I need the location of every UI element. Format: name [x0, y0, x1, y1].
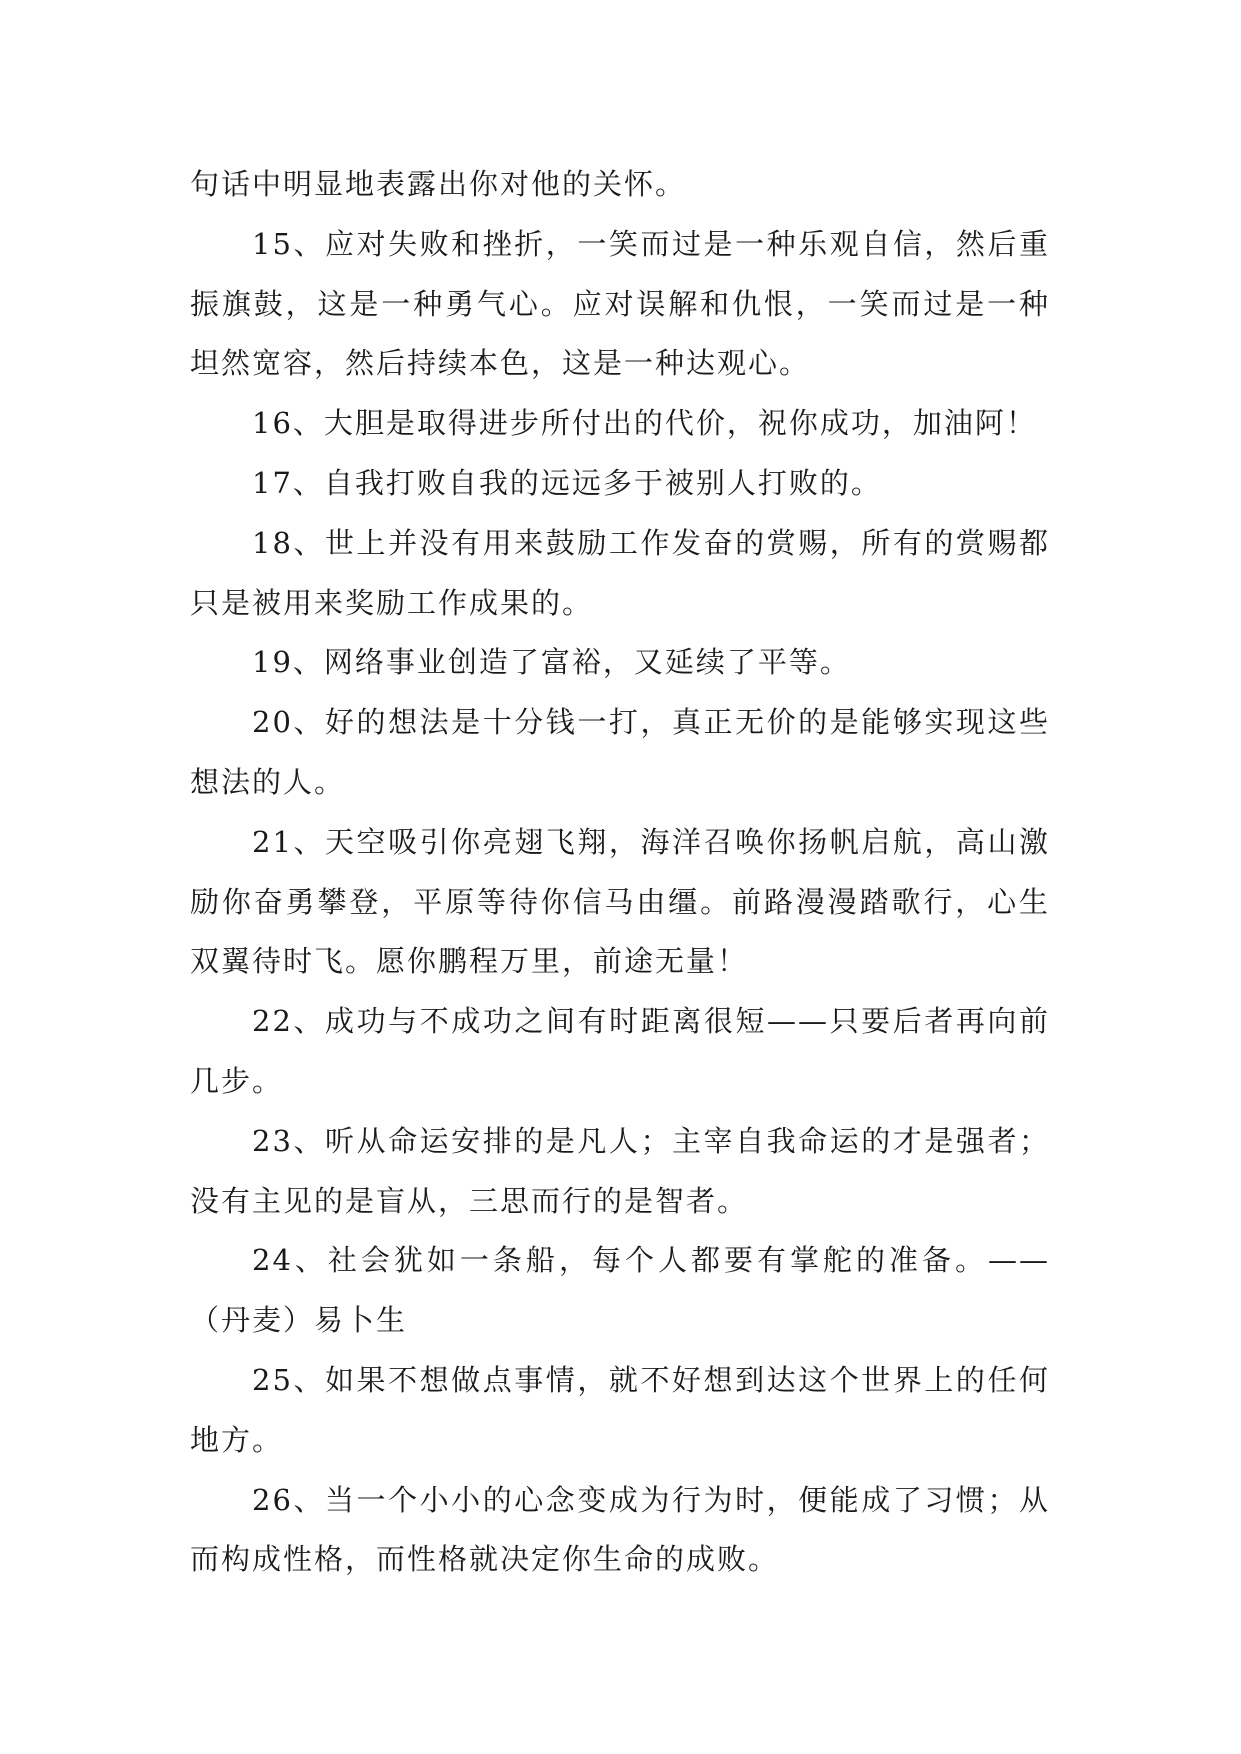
- paragraph-16: 16、大胆是取得进步所付出的代价，祝你成功，加油阿！: [252, 406, 1037, 441]
- paragraph-17: 17、自我打败自我的远远多于被别人打败的。: [252, 465, 882, 500]
- paragraph-20: 20、好的想法是十分钱一打，真正无价的是能够实现这些想法的人。: [190, 705, 1050, 799]
- paragraph-continuation: 句话中明显地表露出你对他的关怀。: [190, 167, 687, 201]
- paragraph-24: 24、社会犹如一条船，每个人都要有掌舵的准备。——（丹麦）易卜生: [190, 1243, 1050, 1338]
- paragraph-18: 18、世上并没有用来鼓励工作发奋的赏赐，所有的赏赐都只是被用来奖励工作成果的。: [190, 525, 1050, 620]
- paragraph-26: 26、当一个小小的心念变成为行为时，便能成了习惯；从而构成性格，而性格就决定你生命的成败。: [190, 1482, 1050, 1577]
- paragraph-23: 23、听从命运安排的是凡人；主宰自我命运的才是强者；没有主见的是盲从，三思而行的是智者。: [190, 1123, 1050, 1218]
- paragraph-25: 25、如果不想做点事情，就不好想到达这个世界上的任何地方。: [190, 1362, 1050, 1457]
- document-body: [190, 155, 1050, 1590]
- paragraph-21: 21、天空吸引你亮翅飞翔，海洋召唤你扬帆启航，高山激励你奋勇攀登，平原等待你信马由缰。前路漫漫踏歌行，心生双翼待时飞。愿你鹏程万里，前途无量！: [190, 824, 1050, 979]
- paragraph-15: 15、应对失败和挫折，一笑而过是一种乐观自信，然后重振旗鼓，这是一种勇气心。应对误解和仇恨，一笑而过是一种坦然宽容，然后持续本色，这是一种达观心。: [190, 226, 1050, 381]
- paragraph-19: 19、网络事业创造了富裕，又延续了平等。: [252, 645, 851, 680]
- paragraph-22: 22、成功与不成功之间有时距离很短——只要后者再向前几步。: [190, 1004, 1050, 1098]
